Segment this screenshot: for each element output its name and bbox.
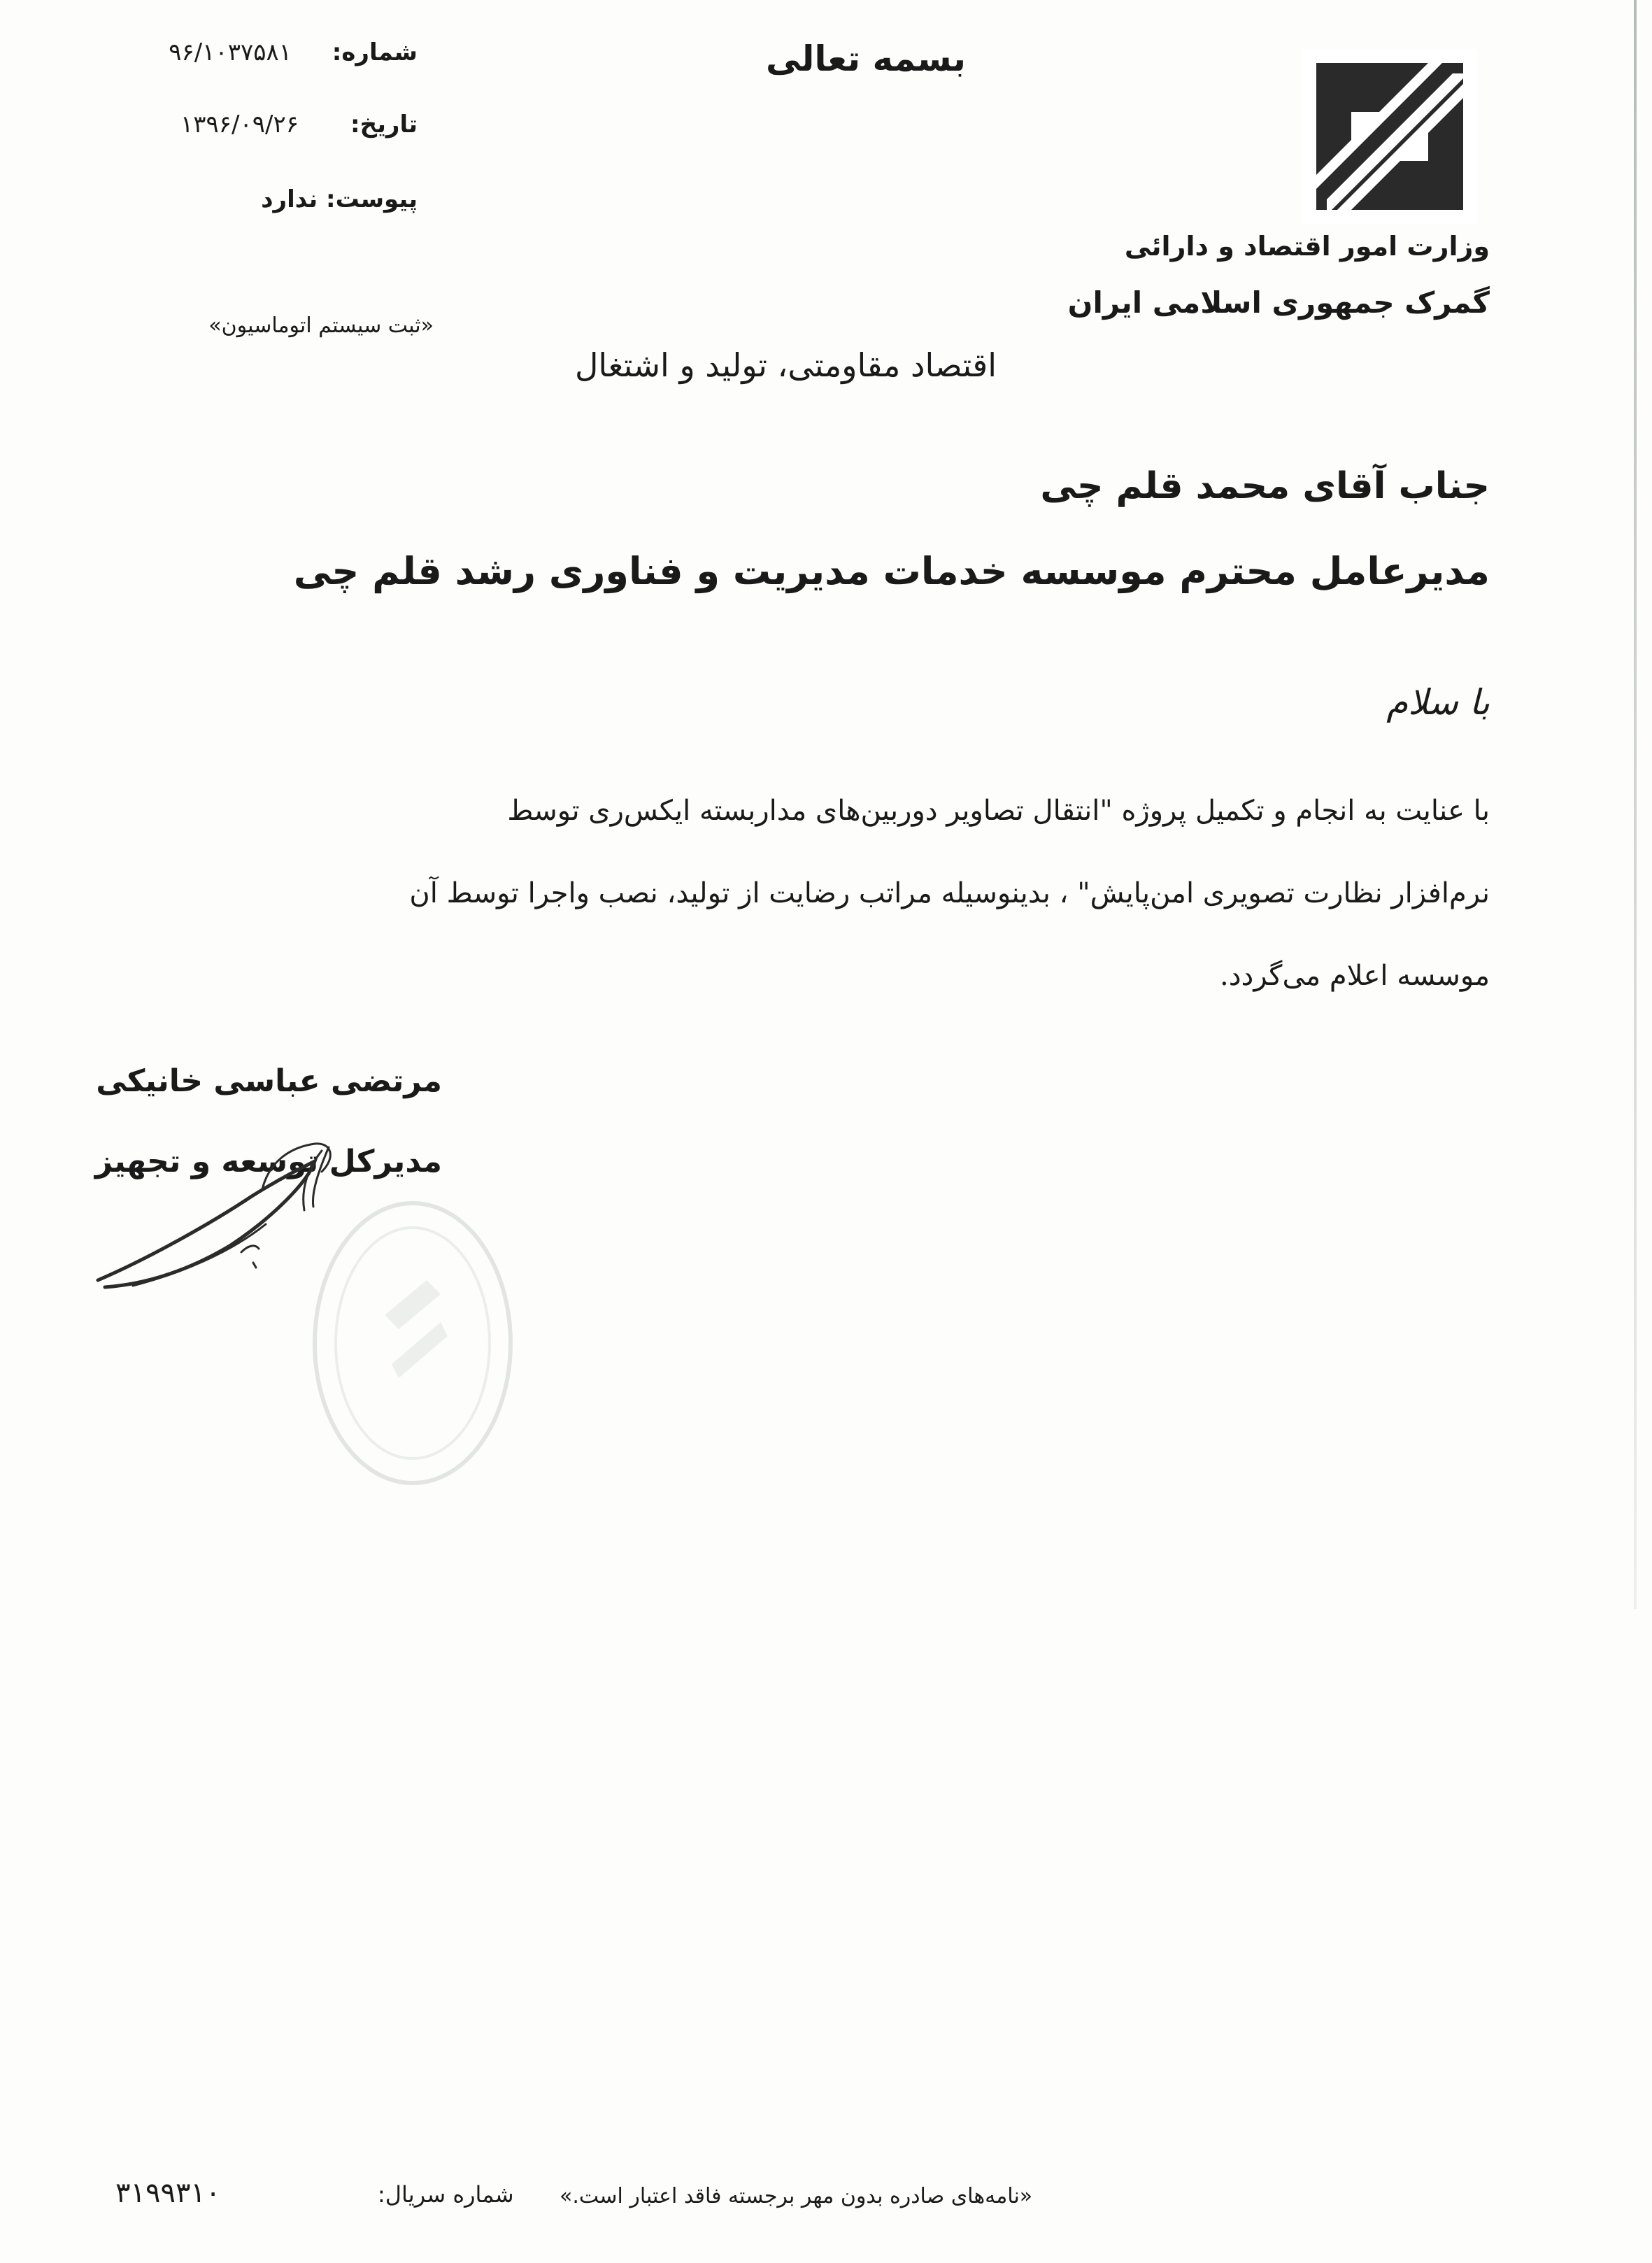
recipient-title: مدیرعامل محترم موسسه خدمات مدیریت و فناوری رشد قلم چی bbox=[293, 549, 1490, 593]
letter-date-label: تاریخ: bbox=[350, 111, 418, 139]
letter-date-value: ۱۳۹۶/۰۹/۲۶ bbox=[180, 111, 299, 139]
signatory-title: مدیرکل توسعه و تجهیز bbox=[94, 1144, 442, 1179]
automation-note: «ثبت سیستم اتوماسیون» bbox=[208, 313, 434, 338]
signatory-name: مرتضی عباسی خانیکی bbox=[96, 1063, 442, 1099]
embossed-stamp bbox=[308, 1196, 518, 1490]
slogan: اقتصاد مقاومتی، تولید و اشتغال bbox=[575, 346, 997, 384]
letter-body bbox=[140, 769, 1490, 1017]
body-line: با عنایت به انجام و تکمیل پروژه "انتقال تصاویر دوربین‌های مداربسته ایکس‌ری توسط bbox=[507, 795, 1490, 827]
greeting: با سلام bbox=[1386, 682, 1490, 723]
basmala-heading: بسمه تعالی bbox=[766, 38, 967, 79]
body-line: موسسه اعلام می‌گردد. bbox=[1220, 960, 1490, 992]
customs-logo-icon bbox=[1302, 49, 1477, 224]
attachment-label: پیوست: ندارد bbox=[261, 185, 418, 213]
serial-number-label: شماره سریال: bbox=[378, 2181, 514, 2208]
serial-number-value: ۳۱۹۹۳۱۰ bbox=[115, 2177, 221, 2209]
letter-number-label: شماره: bbox=[332, 38, 418, 66]
org-customs-name: گمرک جمهوری اسلامی ایران bbox=[1067, 285, 1490, 320]
letter-number-value: ۹۶/۱۰۳۷۵۸۱ bbox=[169, 38, 292, 66]
scan-edge-line bbox=[1634, 0, 1637, 1609]
body-line: نرم‌افزار نظارت تصویری امن‌پایش" ، بدینوسیله مراتب رضایت از تولید، نصب واجرا توسط آن bbox=[409, 877, 1490, 909]
org-ministry-name: وزارت امور اقتصاد و دارائی bbox=[1124, 231, 1490, 262]
footer-validity-note: «نامه‌های صادره بدون مهر برجسته فاقد اعتبار است.» bbox=[560, 2184, 1033, 2208]
recipient-name: جناب آقای محمد قلم چی bbox=[1040, 465, 1490, 507]
